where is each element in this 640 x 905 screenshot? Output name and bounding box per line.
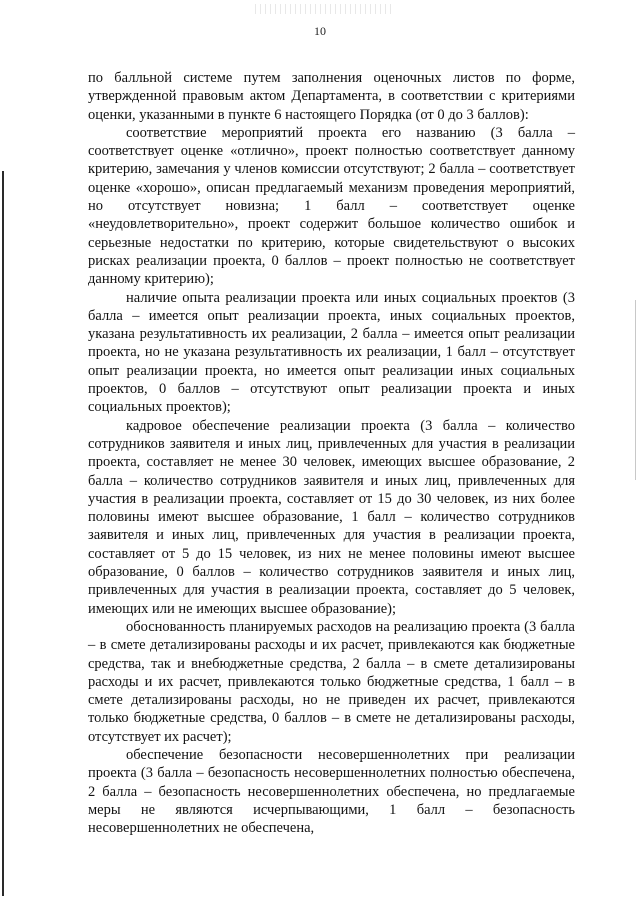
scan-edge-mark: [2, 171, 4, 896]
paragraph-intro: по балльной системе путем заполнения оценочных листов по форме, утвержденной правовым актом Департамента, в соответствии с критериями оценки, указанными в пункте 6 настоящего Порядка (от 0 до 3 баллов):: [88, 70, 575, 123]
paragraph-criterion-staffing: кадровое обеспечение реализации проекта (3 балла – количество сотрудников заявителя и иных лиц, привлеченных для участия в реализации проекта, составляет не менее 30 человек, имеющих высшее образование, 2 балла – количество сотрудников заявителя и иных лиц, привлеченных для участия в реализации проекта, составляет от 15 до 30 человек, из них более половины имеют высшее образование, 1 балл – количество сотрудников заявителя и иных лиц, привлеченных для участия в реализации проекта, составляет от 5 до 15 человек, из них не менее половины имеют высшее образование, 0 баллов – количество сотрудников заявителя и иных лиц, привлеченных для участия в реализации проекта, составляет до 5 человек, имеющих или не имеющих высшее образование);: [88, 417, 575, 617]
paragraph-criterion-correspondence: соответствие мероприятий проекта его названию (3 балла – соответствует оценке «отлично», проект полностью соответствует данному критерию, замечания у членов комиссии отсутствуют; 2 балла – соответствует оценке «хорошо», описан предлагаемый механизм проведения мероприятий, но отсутствует новизна; 1 балл – соответствует оценке «неудовлетворительно», проект содержит большое количество ошибок и серьезные недостатки по критерию, которые свидетельствуют о высоких рисках реализации проекта, 0 баллов – проект полностью не соответствует данному критерию);: [88, 124, 575, 288]
document-body: [88, 69, 575, 837]
page-number: 10: [314, 24, 326, 38]
paragraph-criterion-safety: обеспечение безопасности несовершеннолетних при реализации проекта (3 балла – безопасность несовершеннолетних полностью обеспечена, 2 балла – безопасность несовершеннолетних обеспечена, но предлагаемые меры не являются исчерпывающими, 1 балл – безопасность несовершеннолетних не обеспечена,: [88, 746, 575, 837]
scan-noise: [255, 4, 395, 14]
paragraph-criterion-expenses: обоснованность планируемых расходов на реализацию проекта (3 балла – в смете детализированы расходы и их расчет, привлекаются как бюджетные средства, так и внебюджетные средства, 2 балла – в смете детализированы расходы и их расчет, привлекаются только бюджетные средства, 1 балл – в смете детализированы расходы, но не приведен их расчет, привлекаются только бюджетные средства, 0 баллов – в смете не детализированы расходы, отсутствует их расчет);: [88, 618, 575, 745]
paragraph-criterion-experience: наличие опыта реализации проекта или иных социальных проектов (3 балла – имеется опыт реализации проекта, иных социальных проектов, указана результативность их реализации, 2 балла – имеется опыт реализации проекта, но не указана результативность их реализации, 1 балл – отсутствует опыт реализации проекта, но имеется опыт реализации иных социальных проектов, 0 баллов – отсутствуют опыт реализации проекта и иных социальных проектов);: [88, 289, 575, 416]
scan-edge-mark-right: [635, 300, 636, 480]
